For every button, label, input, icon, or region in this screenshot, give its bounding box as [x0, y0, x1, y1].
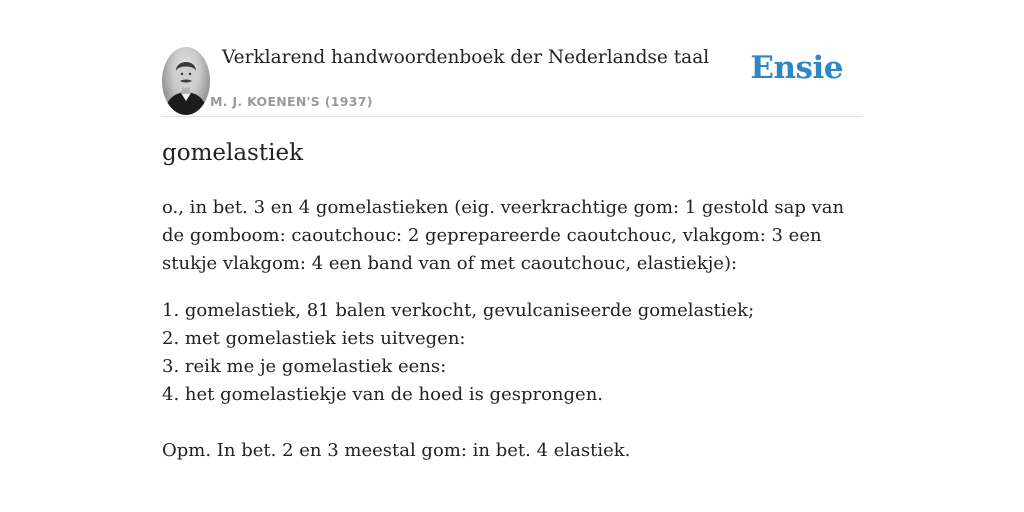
author-portrait-icon	[162, 47, 210, 115]
entry-note: Opm. In bet. 2 en 3 meestal gom: in bet. 4 elastiek.	[162, 440, 631, 461]
entry-content	[162, 194, 862, 465]
book-subtitle: M. J. KOENEN'S (1937)	[210, 94, 373, 109]
example-line: 3. reik me je gomelastiek eens:	[162, 356, 447, 377]
header	[162, 44, 862, 117]
example-line: 4. het gomelastiekje van de hoed is gesprongen.	[162, 384, 604, 405]
example-line: 2. met gomelastiek iets uitvegen:	[162, 328, 466, 349]
ensie-logo-link[interactable]: Ensie	[750, 50, 843, 86]
entry-examples	[162, 297, 862, 409]
entry-title: gomelastiek	[162, 140, 304, 166]
entry-definition: o., in bet. 3 en 4 gomelastieken (eig. veerkrachtige gom: 1 gestold sap van de gomboom: caoutchouc: 2 geprepareerde caoutchouc, vlakgom: 3 een stukje vlakgom: 4 een band van of met caoutchouc, elastiekje):	[162, 197, 845, 274]
example-line: 1. gomelastiek, 81 balen verkocht, gevulcaniseerde gomelastiek;	[162, 300, 755, 321]
book-title: Verklarend handwoordenboek der Nederlandse taal	[222, 47, 710, 68]
